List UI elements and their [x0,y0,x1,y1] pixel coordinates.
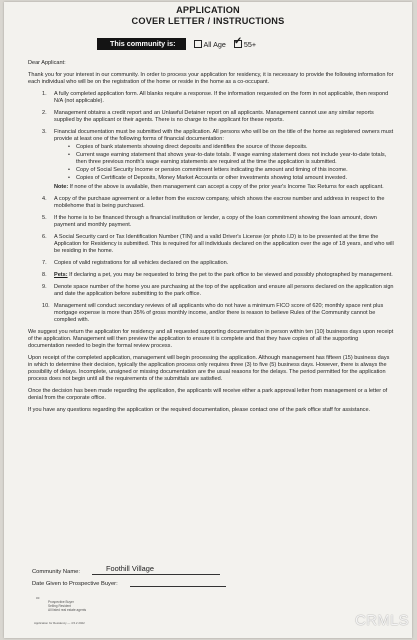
item-text: If the home is to be financed through a financial institution or lender, a copy of the loan commitment showing the loan amount, down payment and monthly payment. [54,215,377,228]
cc-line: All listed real estate agents [48,608,87,612]
processing-paragraph: Upon receipt of the completed application, management will begin processing the application. Although management has fifteen (15) business days in which to determine their decision, typically the application process only requires three (3) to five (5) business days. However, there is always the possibility of delays. Incomplete, unsigned or missing documentation are the usual reasons for the delays. The period permitted for the application process does not begin until all the requirements of the submittals are satisfied. [28,355,390,382]
item-number: 9. [42,284,47,290]
list-item [28,284,394,298]
decision-paragraph: Once the decision has been made regarding the application, the applicants will receive either a park approval letter from management or a letter of denial from the corporate office. [28,388,388,401]
cc-line: Prospective Buyer [48,600,74,604]
item-text: Management will conduct secondary reviews of all applicants who do not have a minimum FICO score of 620; monthly space rent plus mortgage expense is more than 35% of gross monthly income, and/or there is reason to believe Rules of the Community cannot be complied with. [54,303,384,323]
note-text: If none of the above is available, then management can accept a copy of the prior year's Income Tax Returns for each applicant. [69,184,384,190]
item-text: Copies of valid registrations for all vehicles declared on the application. [54,260,229,266]
letter-body [28,60,394,419]
document-footer: Application for Residency — 4.5.2 2022 [34,621,85,625]
item-text: Denote space number of the home you are purchasing at the top of the application and ensure all persons declared on the application sign and date the application before submitting to the park office. [54,284,394,297]
list-item [28,260,394,267]
date-given-field[interactable] [130,576,226,587]
list-item [28,303,394,324]
item-number: 1. [42,91,47,97]
community-type-label: This community is: [97,38,186,50]
item-number: 5. [42,215,47,221]
cc-line: Selling Resident [48,604,72,608]
community-name-row [32,563,226,575]
document-title [4,5,412,27]
list-item [28,129,394,191]
item-number: 7. [42,260,47,266]
list-item [28,110,394,124]
note [54,184,394,191]
form-fields [32,563,226,587]
list-item [28,215,394,229]
cc-block [36,596,86,612]
date-given-label: Date Given to Prospective Buyer: [32,581,118,587]
item-number: 2. [42,110,47,116]
community-name-label: Community Name: [32,569,80,575]
intro-paragraph: Thank you for your interest in our community. In order to process your application for residency, it is necessary to provide the following information for each individual who will be on the registration of the home or reside in the home as a co-occupant. [28,72,394,85]
item-text: A fully completed application form. All blanks require a response. If the information requested on the form in not applicable, then respond N/A (not applicable). [54,91,389,104]
subtitle-line: COVER LETTER / INSTRUCTIONS [131,16,285,26]
bullet-item: • Copies of bank statements showing direct deposits and identifies the source of those deposits. [76,144,394,151]
financial-docs-list [54,144,394,182]
item-text: If declaring a pet, you may be requested to bring the pet to the park office to be viewed and possibly photographed by management. [69,272,393,278]
list-item [28,91,394,105]
item-text: Management obtains a credit report and an Unlawful Detainer report on all applicants. Management cannot use any similar reports supplied by the applicant or their agents. There is no charge to the applicant for these reports. [54,110,374,123]
bullet-item: • Copy of Social Security Income or pension commitment letters indicating the amount and timing of this income. [76,167,394,174]
senior-checkbox[interactable] [234,40,242,48]
item-number: 10. [42,303,50,309]
title-line: APPLICATION [176,5,240,15]
bullet-item: • Copies of Certificate of Deposits, Money Market Accounts or other investments showing total amount invested. [76,175,394,182]
list-item [28,196,394,210]
item-text: A copy of the purchase agreement or a letter from the escrow company, which shows the escrow number and address in respect to the mobilehome that is being purchased. [54,196,385,209]
questions-paragraph: If you have any questions regarding the application or the required documentation, please contact one of the park office staff for assistance. [28,407,371,413]
all-age-checkbox[interactable] [194,40,202,48]
community-name-field[interactable] [92,564,220,575]
requirements-list [28,91,394,324]
return-paragraph: We suggest you return the application for residency and all requested supporting documentation in person within ten (10) business days upon receipt of the application. Management will then preview the application to ensure it is complete and that they have copies of all the supporting documentation needed to begin the formal review process. [28,329,394,349]
senior-label: 55+ [243,39,257,49]
date-given-row [32,575,226,587]
item-number: 8. [42,272,47,278]
item-number: 4. [42,196,47,202]
item-lead: Pets: [54,272,68,278]
all-age-label: All Age [203,39,226,49]
list-item [28,272,394,279]
salutation: Dear Applicant: [28,60,66,66]
community-type-bar [97,38,297,50]
note-label: Note: [54,184,69,190]
document-page [4,2,412,638]
bullet-item: • Current wage earning statement that shows year-to-date totals. If wage earning statement does not include year-to-date totals, then three previous month's wage earning statements are required at the time the application is submitted. [76,152,394,166]
crmls-watermark: CRMLS [354,612,409,629]
item-number: 6. [42,234,47,240]
item-number: 3. [42,129,47,135]
item-text: A Social Security card or Tax Identification Number (TIN) and a valid Driver's License (or photo I.D) is to be presented at the time the Application for Residency is submitted. This is required for all individuals declared on the application over the age of 18 years, and who will be residing in the home. [54,234,394,254]
list-item [28,234,394,255]
community-name-value: Foothill Village [106,564,154,573]
item-text: Financial documentation must be submitted with the application. All persons who will be on the title of the home as registered owners must provide at least one of the following forms of financial documentation: [54,129,394,142]
cc-label: cc: [36,596,41,600]
